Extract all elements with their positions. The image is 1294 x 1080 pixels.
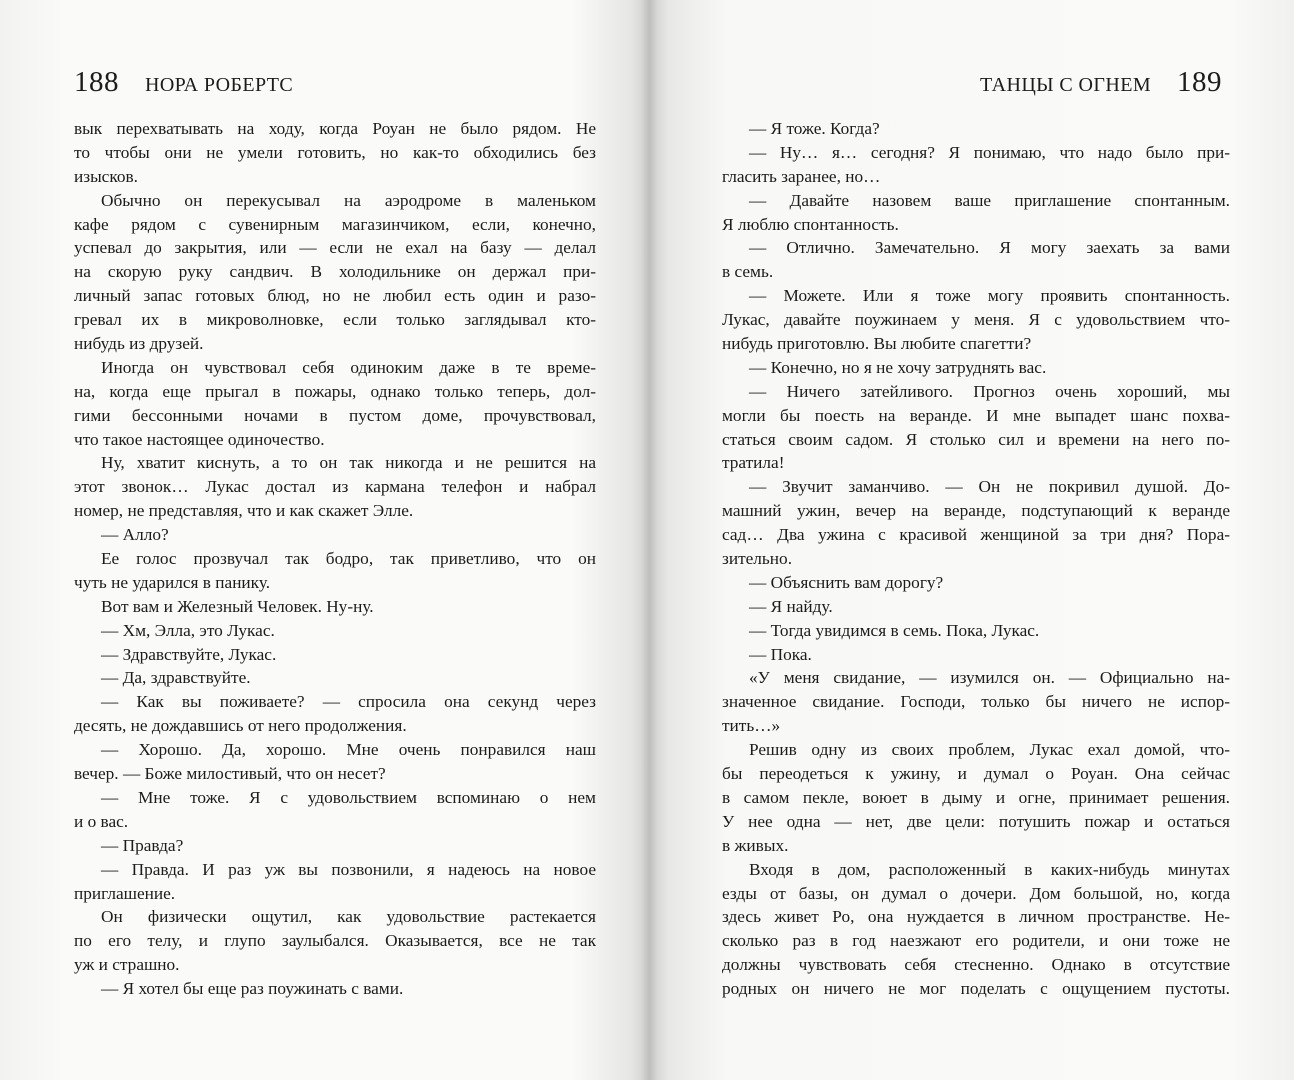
text-line: — Правда?: [101, 835, 184, 855]
text-line: — Ничего затейливого. Прогноз очень хороший, мы: [749, 381, 1230, 401]
text-line: Вот вам и Железный Человек. Ну-ну.: [101, 596, 374, 616]
text-line: успевал до закрытия, или — если не ехал на базу — делал: [74, 238, 596, 258]
left-page-number: 188: [74, 66, 119, 98]
text-line: нибудь приготовлю. Вы любите спагетти?: [722, 334, 1032, 354]
text-line: нибудь из друзей.: [74, 334, 204, 354]
text-line: сколько раз в год наезжают его родители, и они тоже не: [722, 931, 1230, 951]
text-line: гласить заранее, но…: [722, 166, 881, 186]
text-line: на, когда еще прыгал в пожары, однако только теперь, дол-: [74, 381, 596, 401]
text-line: — Здравствуйте, Лукас.: [101, 644, 277, 664]
text-line: — Да, здравствуйте.: [101, 668, 251, 688]
text-line: номер, не представляя, что и как скажет Элле.: [74, 501, 414, 521]
left-page-body-text: [74, 117, 596, 1001]
text-line: уж и страшно.: [74, 955, 180, 975]
text-line: У нее одна — нет, две цели: потушить пожар и остаться: [722, 811, 1230, 831]
text-line: — Ну… я… сегодня? Я понимаю, что надо было при-: [749, 142, 1230, 162]
text-line: — Тогда увидимся в семь. Пока, Лукас.: [749, 620, 1040, 640]
text-line: — Правда. И раз уж вы позвонили, я надеюсь на новое: [101, 859, 596, 879]
text-line: должны чувствовать себя стесненно. Однако в отсутствие: [722, 955, 1230, 975]
text-line: что такое настоящее одиночество.: [74, 429, 325, 449]
text-line: зительно.: [722, 549, 793, 569]
right-page-number: 189: [1177, 66, 1222, 98]
text-line: — Отлично. Замечательно. Я могу заехать за вами: [749, 238, 1230, 258]
text-line: — Я хотел бы еще раз поужинать с вами.: [101, 979, 404, 999]
text-line: гими бессонными ночами в пустом доме, прочувствовал,: [74, 405, 596, 425]
text-line: в самом пекле, воюет в дыму и огне, принимает решения.: [722, 787, 1230, 807]
text-line: — Можете. Или я тоже могу проявить спонтанность.: [749, 286, 1230, 306]
text-line: личный запас готовых блюд, но не любил есть один и разо-: [74, 286, 596, 306]
text-line: — Как вы поживаете? — спросила она секунд через: [101, 692, 596, 712]
text-line: в семь.: [722, 262, 774, 282]
text-line: — Конечно, но я не хочу затруднять вас.: [749, 357, 1047, 377]
text-line: Лукас, давайте поужинаем у меня. Я с удовольствием что-: [722, 310, 1230, 330]
right-running-head-title: ТАНЦЫ С ОГНЕМ: [980, 74, 1151, 96]
text-line: статься своим садом. Я столько сил и времени на него по-: [722, 429, 1230, 449]
text-line: — Пока.: [749, 644, 812, 664]
text-line: здесь живет Ро, она нуждается в личном пространстве. Не-: [722, 907, 1230, 927]
text-line: то чтобы они не умели готовить, но как-то обходились без: [74, 142, 596, 162]
text-line: тить…»: [722, 716, 781, 736]
text-line: Решив одну из своих проблем, Лукас ехал домой, что-: [749, 740, 1230, 760]
text-line: вык перехватывать на ходу, когда Роуан не было рядом. Не: [74, 119, 596, 138]
text-line: — Я найду.: [749, 596, 833, 616]
text-line: Обычно он перекусывал на аэродроме в маленьком: [101, 190, 596, 210]
text-line: Ну, хватит киснуть, а то он так никогда и не решится на: [101, 453, 596, 473]
text-line: бы переодеться к ужину, и думал о Роуан. Она сейчас: [722, 764, 1230, 784]
text-line: Я люблю спонтанность.: [722, 214, 899, 234]
text-line: этот звонок… Лукас достал из кармана телефон и набрал: [74, 477, 596, 497]
text-line: могли бы поесть на веранде. И мне выпадет шанс похва-: [722, 405, 1230, 425]
text-line: значенное свидание. Господи, только бы ничего не испор-: [722, 692, 1230, 712]
left-page-header: [74, 66, 293, 106]
text-line: гревал их в микроволновке, если только заглядывал кто-: [74, 310, 596, 330]
text-line: приглашение.: [74, 883, 176, 903]
left-running-head-author: НОРА РОБЕРТС: [145, 74, 294, 96]
text-line: «У меня свидание, — изумился он. — Официально на-: [749, 668, 1230, 688]
text-line: родных он ничего не мог поделать с ощущением пустоты.: [722, 979, 1230, 999]
text-line: — Мне тоже. Я с удовольствием вспоминаю о нем: [101, 787, 596, 807]
text-line: на скорую руку сандвич. В холодильнике он держал при-: [74, 262, 596, 282]
text-line: чуть не ударился в панику.: [74, 572, 271, 592]
right-page: [650, 0, 1294, 1080]
text-line: Он физически ощутил, как удовольствие растекается: [101, 907, 596, 927]
text-line: сад… Два ужина с красивой женщиной за три дня? Пора-: [722, 525, 1230, 545]
text-line: десять, не дождавшись от него продолжения.: [74, 716, 407, 736]
text-line: кафе рядом с сувенирным магазинчиком, если, конечно,: [74, 214, 596, 234]
text-line: — Алло?: [101, 525, 169, 545]
text-line: — Объяснить вам дорогу?: [749, 572, 944, 592]
text-line: по его телу, и глупо заулыбался. Оказывается, все не так: [74, 931, 596, 951]
text-line: — Я тоже. Когда?: [749, 119, 880, 138]
text-line: в живых.: [722, 835, 789, 855]
text-line: — Хорошо. Да, хорошо. Мне очень понравился наш: [101, 740, 596, 760]
text-line: — Давайте назовем ваше приглашение спонтанным.: [749, 190, 1230, 210]
text-line: — Хм, Элла, это Лукас.: [101, 620, 275, 640]
text-line: езды от базы, он думал о дочери. Дом большой, но, когда: [722, 883, 1230, 903]
text-line: изысков.: [74, 166, 138, 186]
right-page-body-text: [722, 117, 1230, 1001]
text-line: и о вас.: [74, 811, 129, 831]
text-line: Иногда он чувствовал себя одиноким даже в те време-: [101, 357, 596, 377]
text-line: — Звучит заманчиво. — Он не покривил душой. До-: [749, 477, 1230, 497]
text-line: тратила!: [722, 453, 785, 473]
right-page-header: [980, 66, 1222, 106]
text-line: Входя в дом, расположенный в каких-нибудь минутах: [749, 859, 1230, 879]
text-line: вечер. — Боже милостивый, что он несет?: [74, 764, 386, 784]
text-line: Ее голос прозвучал так бодро, так приветливо, что он: [101, 549, 596, 569]
text-line: машний ужин, вечер на веранде, подступающий к веранде: [722, 501, 1230, 521]
